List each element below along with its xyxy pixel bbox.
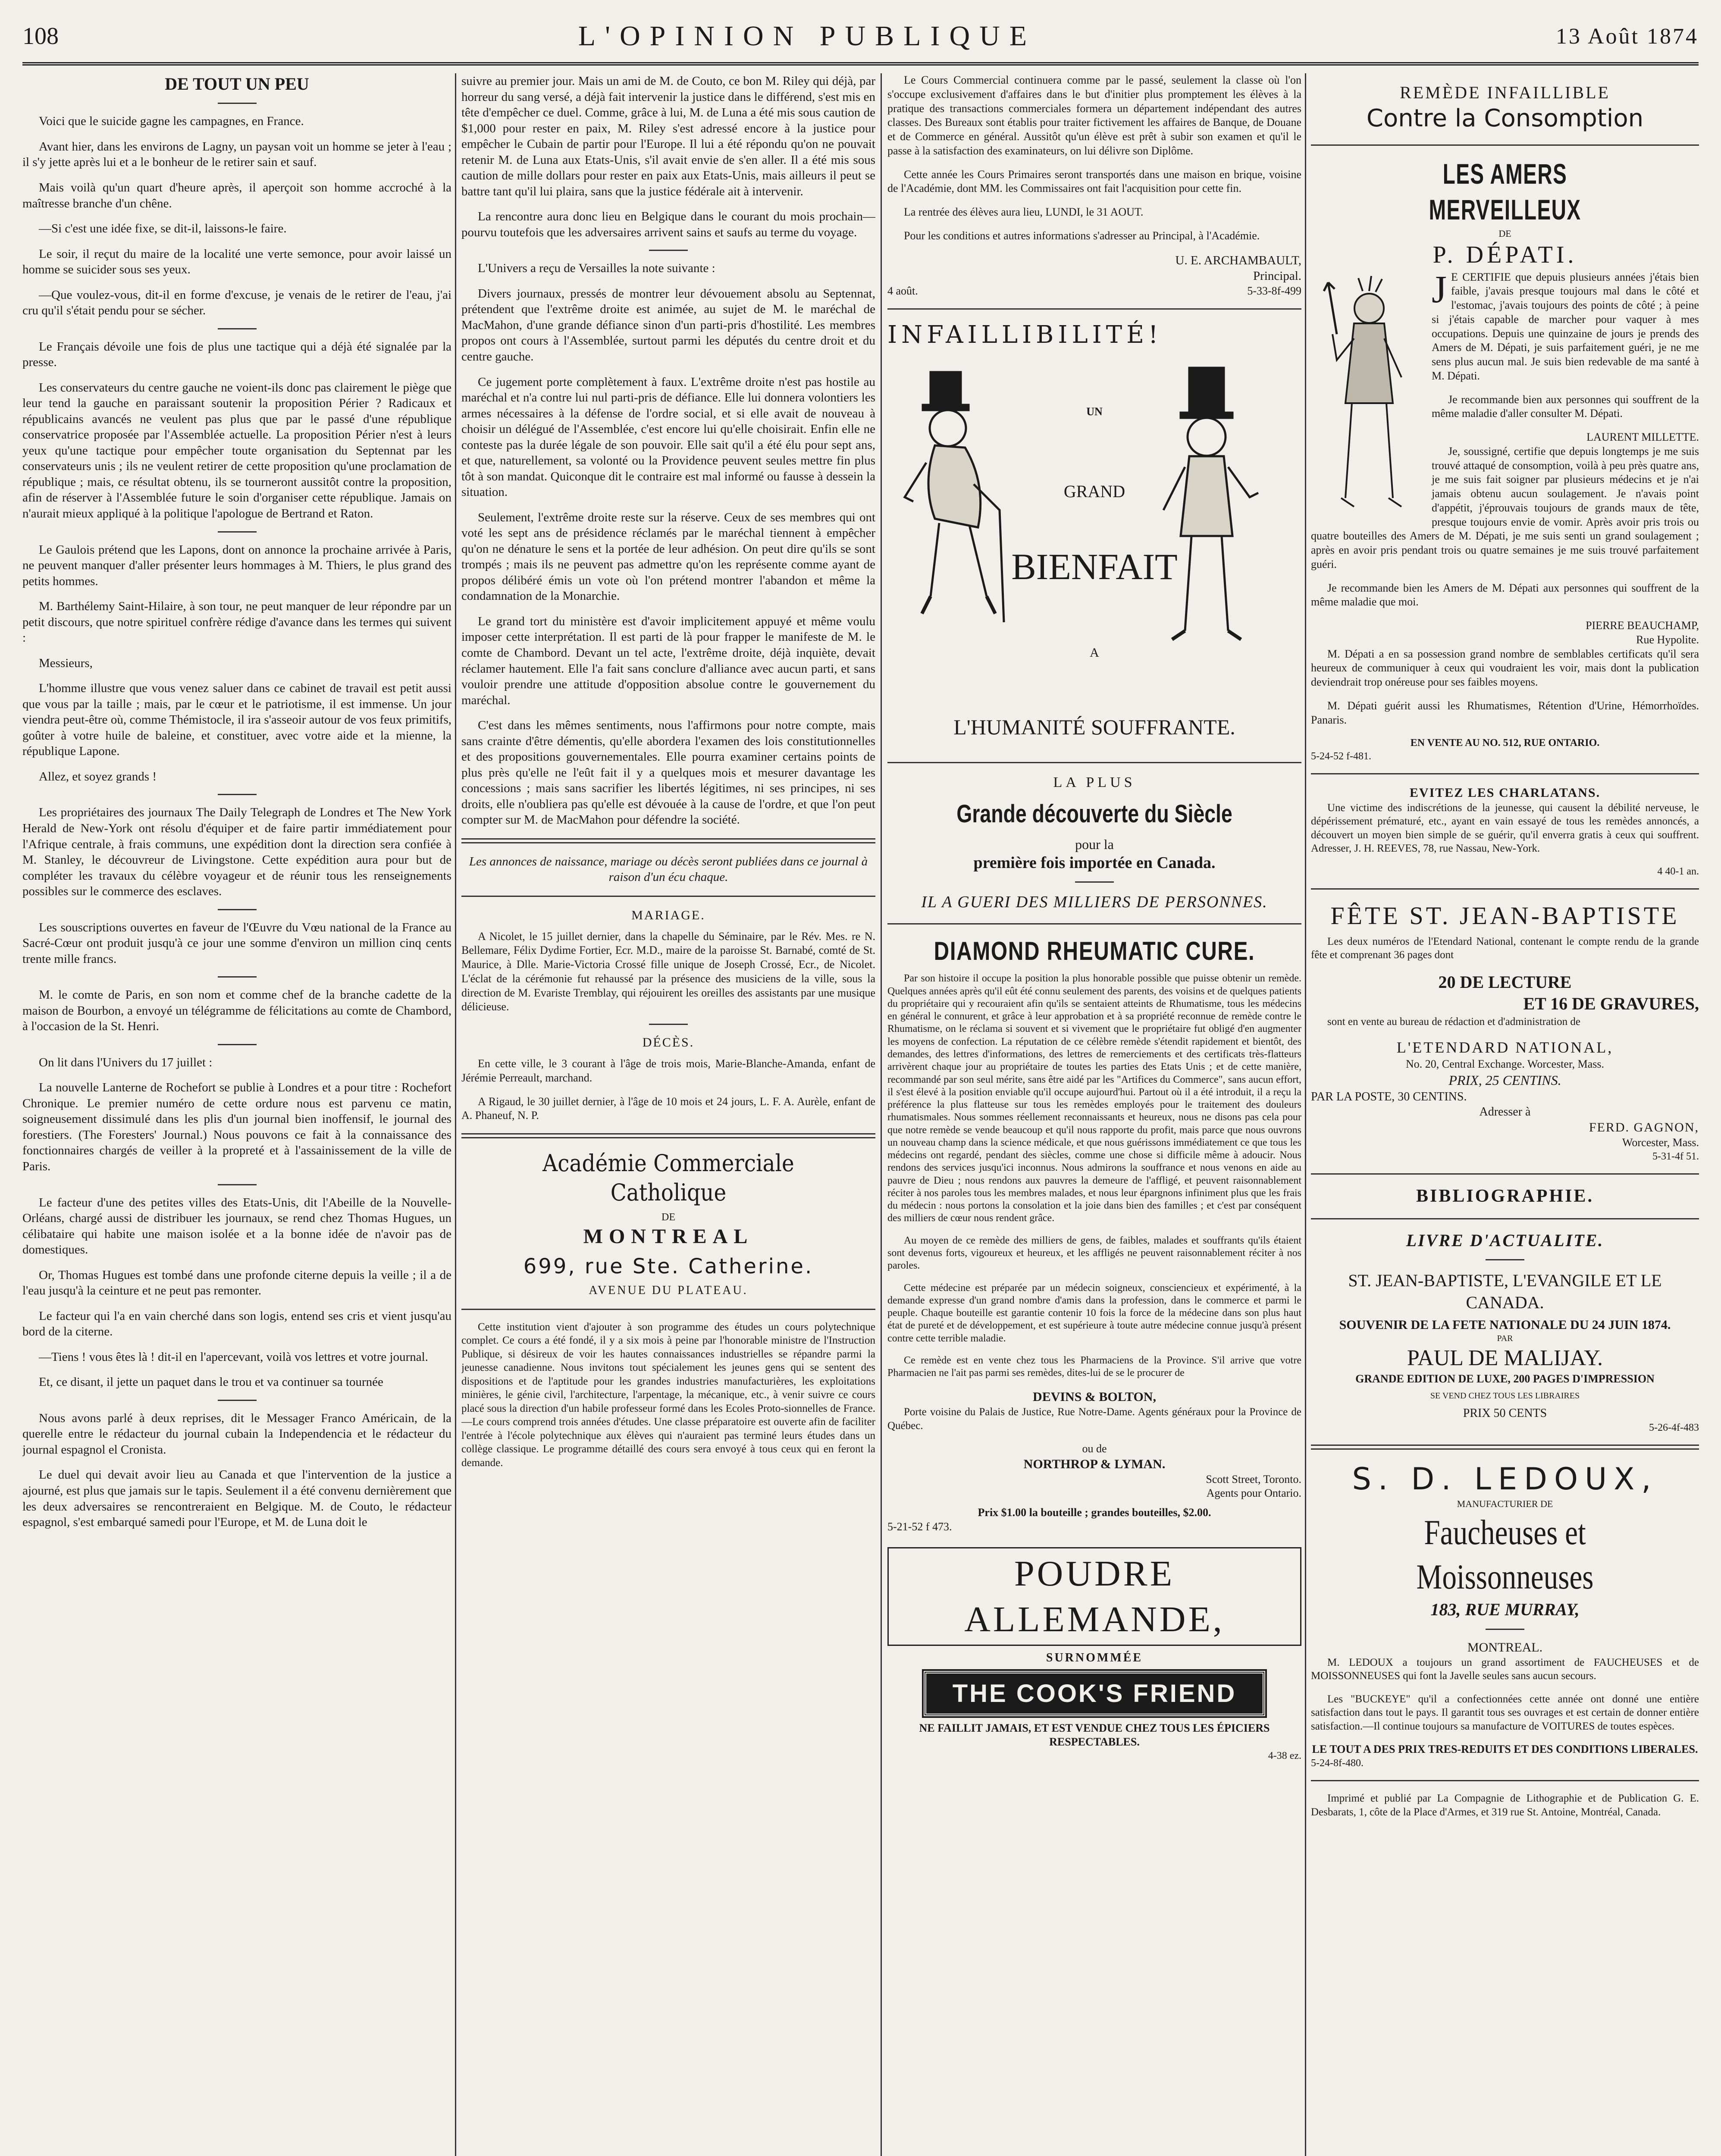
paragraph: A Rigaud, le 30 juillet dernier, à l'âge de 10 mois et 24 jours, L. F. A. Aurèle, enfant de A. Phaneuf, N. P. <box>461 1095 875 1122</box>
column-1 <box>22 73 451 2156</box>
separator <box>218 103 257 104</box>
pour-la: pour la <box>1075 836 1114 852</box>
livre-heading: LIVRE D'ACTUALITE. <box>1406 1230 1604 1250</box>
paragraph: Et, ce disant, il jette un paquet dans le trou et va continuer sa tournée <box>39 1375 383 1389</box>
issue-date: 13 Août 1874 <box>1555 24 1699 49</box>
signature-role: Principal. <box>1253 269 1301 283</box>
ad-code: 5-31-4f 51. <box>1652 1150 1699 1162</box>
word-grand: GRAND <box>1063 481 1125 501</box>
advert-illustration <box>887 355 1301 752</box>
paragraph: Divers journaux, pressés de montrer leur dévouement absolu au Septennat, prétendent que l'extrême droite est animée, au sujet de M. le maréchal de MacMahon, d'une grande défiance sinon d'un parti-pris d'hostilité. Les membres propos ont cours à l'Assemblée, surtout parmi les députés du centre droit et du centre gauche. <box>461 286 875 364</box>
ad-code: 5-24-52 f-481. <box>1311 750 1371 762</box>
ledoux-heading: S. D. LEDOUX, <box>1352 1461 1658 1497</box>
paragraph: M. Dépati a en sa possession grand nombre de semblables certificats qu'il sera heureux de communiquer à ceux qui voudraient les voir, mais dont la publication deviendrait trop onéreuse pour ses faibles moyens. <box>1311 647 1699 689</box>
paragraph: Le Cours Commercial continuera comme par le passé, seulement la classe où l'on s'occupe exclusivement d'affaires dans le but d'initier plus promptement les élèves à la pratique des transactions commerciales formera un département indépendant des autres classes. Des Bureaux sont établis pour traiter fictivement les affaires de Banque, de Douane et de Commerce en général. Aussitôt qu'un élève est prêt à subir son examen et qu'il le passe à la satisfaction des examinateurs, on lui délivre son Diplôme. <box>887 74 1301 157</box>
separator <box>1311 1218 1699 1219</box>
etendard-address: No. 20, Central Exchange. Worcester, Mass. <box>1406 1058 1604 1071</box>
word-a: A <box>1090 645 1099 660</box>
separator <box>218 531 257 533</box>
paragraph: Je, soussigné, certifie que depuis longtemps je me suis trouvé attaqué de consomption, voilà à peu près quatre ans, je me suis fait soigner par plusieurs médecins et je n'ai jamais obtenu aucun soulagement. Je n'avais point d'appétit, j'éprouvais toujours de grands maux de tête, presque toujours envie de vomir. Après avoir pris trois ou quatre bouteilles des Amers de M. Dépati, je me suis senti un grand soulagement ; après en avoir pris pendant trois ou quatre semaines je me suis trouvé parfaitement guéri. <box>1311 445 1699 570</box>
dropcap-j: J <box>1432 268 1447 311</box>
la-plus: LA PLUS <box>1053 774 1136 790</box>
paragraph: Je recommande bien aux personnes qui souffrent de la même maladie d'aller consulter M. Dépati. <box>1432 393 1699 420</box>
paragraph: Avant hier, dans les environs de Lagny, un paysan voit un homme se jeter à l'eau ; il s'y jette après lui et a le bonheur de le retirer sain et sauf. <box>22 139 451 169</box>
paragraph: Le soir, il reçut du maire de la localité une verte semonce, pour avoir laissé un homme se suicider sous ses yeux. <box>22 247 451 277</box>
northrop-address: Scott Street, Toronto. <box>1206 1473 1301 1485</box>
ad-code: 5-26-4f-483 <box>1649 1422 1699 1433</box>
ad-code: 4 40-1 an. <box>1657 865 1699 877</box>
par-poste: PAR LA POSTE, 30 CENTINS. <box>1311 1090 1467 1103</box>
separator <box>1486 1629 1524 1630</box>
academie-city: MONTREAL <box>583 1225 754 1248</box>
cooks-code: 4-38 ez. <box>1268 1750 1301 1762</box>
prix-25: PRIX, 25 CENTINS. <box>1448 1072 1561 1088</box>
separator <box>1311 1445 1699 1450</box>
paragraph: Le grand tort du ministère est d'avoir implicitement appuyé et même voulu imposer cette interprétation. Il est parti de là pour frapper le manifeste de M. le comte de Chambord. Devant un tel acte, l'extrême droite, déjà inquiète, devait réclamer hautement. Elle l'a fait sans conclure d'alliance avec aucun parti, et sans vouloir prendre une attitude d'opposition absolue contre le gouvernement du maréchal. <box>461 614 875 707</box>
lecture-count: 20 DE LECTURE <box>1438 972 1572 992</box>
column-3 <box>887 73 1301 2156</box>
depati-heading: P. DÉPATI. <box>1433 241 1577 268</box>
se-vend: SE VEND CHEZ TOUS LES LIBRAIRES <box>1430 1391 1580 1401</box>
paragraph: En cette ville, le 3 courant à l'âge de trois mois, Marie-Blanche-Amanda, enfant de Jérémie Perreault, marchand. <box>461 1057 875 1084</box>
separator <box>1311 1780 1699 1781</box>
ad-date: 4 août. <box>887 284 918 297</box>
section-heading-mariage: MARIAGE. <box>631 908 705 922</box>
bibliographie-heading: BIBLIOGRAPHIE. <box>1416 1186 1594 1206</box>
paragraph: Les deux numéros de l'Etendard National, contenant le compte rendu de la grande fête et comprenant 36 pages dont <box>1311 935 1699 961</box>
separator <box>218 794 257 795</box>
two-gentlemen-illustration <box>887 355 1301 752</box>
paragraph: —Si c'est une idée fixe, se dit-il, laissons-le faire. <box>39 222 287 236</box>
separator <box>218 1400 257 1401</box>
certificate-text: E CERTIFIE que depuis plusieurs années j'étais bien faible, j'avais presque toujours mal dans le côté et l'estomac, j'avais toujours des points de côté ; à peine si j'étais capable de marcher pour vaquer à mes occupations. Depuis une quinzaine de jours je prends des Amers de M. Dépati, je suis parfaitement guéri, je ne me sens plus aucun mal. Je suis bien redevable de ma santé à M. Dépati. <box>1432 270 1699 382</box>
paragraph: Les "BUCKEYE" qu'il a confectionnées cette année ont donné une entière satisfaction dans tout le pays. Il garantit tous ses ouvrages et est certain de donner entière satisfaction.—Il continue toujours sa manufacture de VOITURES de toutes espèces. <box>1311 1693 1699 1732</box>
paragraph: Le Gaulois prétend que les Lapons, dont on annonce la prochaine arrivée à Paris, ne peuvent manquer d'aller présenter leurs hommages à M. Thiers, le plus grand des petits hommes. <box>22 542 451 588</box>
cooks-footer: NE FAILLIT JAMAIS, ET EST VENDUE CHEZ TOUS LES ÉPICIERS RESPECTABLES. <box>919 1721 1270 1749</box>
paragraph: L'homme illustre que vous venez saluer dans ce cabinet de travail est petit aussi que vous par la taille ; mais, par le cœur et le patriotisme, il est immense. Un jour viendra peut-être où, comme Thémistocle, il ira s'asseoir autour de vos feux primitifs, goûter à votre huile de baleine, et constituer, avec votre aide et la mienne, la république Lapone. <box>22 681 451 758</box>
author-name: PAUL DE MALIJAY. <box>1407 1345 1603 1370</box>
paragraph: Cette médecine est préparée par un médecin soigneux, consciencieux et expérimenté, à la demande expresse d'un grand nombre d'amis dans la profession, dans le commerce et parmi le peuple. Chaque bouteille est garantie contenir 10 fois la force de la médecine dans son plus haut état de pureté et de développement, et est supérieure à toute autre médecine connue jusqu'à présent contre cette terrible maladie. <box>887 1282 1301 1344</box>
rue-hypolite: Rue Hypolite. <box>1636 633 1699 646</box>
separator <box>887 762 1301 763</box>
academie-avenue: AVENUE DU PLATEAU. <box>589 1284 748 1297</box>
tout-prix: LE TOUT A DES PRIX TRES-REDUITS ET DES CONDITIONS LIBERALES. <box>1312 1743 1698 1756</box>
prix-bouteille: Prix $1.00 la bouteille ; grandes bouteilles, $2.00. <box>978 1506 1211 1519</box>
book-title: ST. JEAN-BAPTISTE, L'EVANGILE ET LE CANADA. <box>1348 1271 1662 1312</box>
etendard-name: L'ETENDARD NATIONAL, <box>1396 1039 1614 1056</box>
column-rule <box>881 73 882 2156</box>
notice-text: Les annonces de naissance, mariage ou décès seront publiées dans ce journal à raison d'un écu chaque. <box>469 854 868 884</box>
word-bienfait: BIENFAIT <box>1011 545 1178 587</box>
paragraph: Cette institution vient d'ajouter à son programme des études un cours polytechnique complet. Ce cours a été fondé, il y a six mois à peine par l'honorable ministre de l'Instruction Publique, si désireux de voir les hautes connaissances industrielles se répandre parmi la jeunesse canadienne. Nous invitons tout spécialement les jeunes gens qui se sentent des dispositions et de l'aptitude pour les grandes industries manufacturières, les exploitations minières, le génie civil, l'architecture, l'arpentage, la mécanique, etc., à venir suivre ce cours placé sous la direction d'un habile professeur formé dans les Ecoles Proto-sionnelles de France.—Le cours comprend trois années d'études. Une classe préparatoire est ouverte afin de faciliter l'entrée à l'école polytechnique aux élèves qui n'auraient pas terminé leurs études dans un collège classique. Le programme détaillé des cours sera envoyé à tous ceux qui en feront la demande. <box>461 1321 875 1469</box>
paragraph: A Nicolet, le 15 juillet dernier, dans la chapelle du Séminaire, par le Rév. Mes. re N. Bellemare, Félix Dydime Fortier, Ecr. M.D., maire de la paroisse St. Barnabé, comté de St. Maurice, à Dlle. Marie-Victoria Crossé fille unique de Joseph Crossé, Ecr., de Nicolet. L'éclat de la cérémonie fut rehaussé par la présence des musiciens de la ville, sous la direction de M. Evariste Tremblay, qui réjouirent les oreilles des assistants par une musique délicieuse. <box>461 930 875 1013</box>
ou-de: ou de <box>1082 1442 1107 1455</box>
paragraph: Le facteur qui l'a en vain cherché dans son logis, entend ses cris et vient jusqu'au bord de la citerne. <box>22 1309 451 1339</box>
rue-murray: 183, RUE MURRAY, <box>1430 1600 1580 1620</box>
separator <box>461 1133 875 1138</box>
separator <box>649 1024 688 1025</box>
separator <box>218 909 257 910</box>
separator <box>1311 144 1699 146</box>
paragraph: Par son histoire il occupe la position la plus honorable possible que puisse obtenir un remède. Quelques années après qu'il eût été connu seulement des parents, des voisins et de quelques patients du propriétaire qui y recouraient afin qu'ils se sentaient atteints de Rhumatisme, tous les médecins en général le connurent, et grâce à leur approbation et à sa propriété reconnue de remède contre le Rhumatisme, on le réclama si souvent et si vivement que le propriétaire fut obligé d'en augmenter les moyens de confection. La réputation de ce célèbre remède s'étendit rapidement et bientôt, des demandes, des lettres d'informations, des lettres de remerciements et des certificats très-flatteurs arrivèrent chaque jour au propriétaire de toutes les parties des Etats Unis ; et de cette manière, recommandé par son seul mérite, sans être aidé par les "Artifices du Commerce", sans aucun effort, il s'est élevé à la position enviable qu'il occupe aujourd'hui. Partout où il a été introduit, il a reçu la préférence la plus flatteuse sur tous les remèdes employés pour le traitement des douleurs rhumatismales. Nous sommes réellement reconnaissants et heureux, nous ne disons pas cela pour que notre remède se vende beaucoup et qu'il nous rapporte du profit, mais parce que nous ouvrons un nouveau champ dans la science médicale, et que nous guérissons immédiatement ce que tous les médecins ont regardé, pendant des siècles, comme une chose si difficile même à adoucir. Nous rendons des services jusqu'ici inconnus. Nous admirons la souffrance et nous venons en aide au pauvre de Dieu ; nous rendons aux pauvres la demeure de l'affligé, et peuvent raisonnablement réciter à nos paroles tous les membres malades, et nous leur épargnons infiniment plus que les frais du médecin : nous portons la consolation et la joie dans bien des familles ; et c'est par conséquent des milliers de cœur nous rendent grâce. <box>887 973 1301 1224</box>
paragraph: Mais voilà qu'un quart d'heure après, il aperçoit son homme accroché à la maîtresse branche d'un chêne. <box>22 180 451 210</box>
edition: GRANDE EDITION DE LUXE, 200 PAGES D'IMPRESSION <box>1355 1373 1655 1385</box>
section-heading-deces: DÉCÈS. <box>642 1035 695 1050</box>
page-number: 108 <box>22 23 59 50</box>
a-gueri: IL A GUERI DES MILLIERS DE PERSONNES. <box>921 893 1268 911</box>
consomption-heading: Contre la Consomption <box>1366 104 1644 133</box>
separator <box>461 1309 875 1310</box>
adresser: Adresser à <box>1479 1105 1531 1119</box>
remede-heading: REMÈDE INFAILLIBLE <box>1400 83 1610 102</box>
paragraph: sont en vente au bureau de rédaction et d'administration de <box>1327 1015 1580 1028</box>
column-4 <box>1311 73 1699 2156</box>
gravures-count: ET 16 DE GRAVURES, <box>1523 994 1699 1014</box>
word-un: UN <box>1086 405 1103 418</box>
en-vente: EN VENTE AU NO. 512, RUE ONTARIO. <box>1410 737 1600 749</box>
separator <box>649 250 688 251</box>
paragraph: Porte voisine du Palais de Justice, Rue Notre-Dame. Agents généraux pour la Province de Québec. <box>887 1406 1301 1432</box>
separator <box>887 308 1301 310</box>
separator <box>461 896 875 897</box>
separator <box>1486 1259 1524 1260</box>
prix-code: 5-21-52 f 473. <box>887 1520 952 1533</box>
separator <box>218 976 257 978</box>
separator <box>218 328 257 329</box>
par-label: PAR <box>1497 1333 1513 1343</box>
charlatans-heading: EVITEZ LES CHARLATANS. <box>1409 785 1601 800</box>
academie-address: 699, rue Ste. Catherine. <box>523 1254 814 1279</box>
worcester: Worcester, Mass. <box>1622 1136 1699 1149</box>
paragraph: La nouvelle Lanterne de Rochefort se publie à Londres et a pour titre : Rochefort Chronique. Le premier numéro de cette ordure nous est parvenu ce matin, soigneusement dissimulé dans les plis d'un journal bien inoffensif, le journal des forestiers. (The Foresters' Journal.) Nous pouvons ce fait à la connaissance des fonctionnaires chargés de veiller à la propreté et à l'assainissement de la ville de Paris. <box>22 1081 451 1174</box>
paragraph: C'est dans les mêmes sentiments, nous l'affirmons pour notre compte, mais sans crainte d'être démentis, qu'elle abordera l'examen des lois constitutionnelles et des propositions gouvernementales. Elle pourra examiner certains points de plus près qu'elle ne l'eût fait il y a quelques mois et mesurer davantage les concessions ; mais sans sacrifier les libertés légitimes, ni ses principes, ni ses droits, elle n'oubliera pas qu'elle est dévouée à la cause de l'ordre, et que l'on peut compter sur M. de MacMahon pour défendre la société. <box>461 718 875 827</box>
northrop-lyman: NORTHROP & LYMAN. <box>1023 1457 1166 1471</box>
paragraph: Le duel qui devait avoir lieu au Canada et que l'intervention de la justice a ajourné, est plus que jamais sur le tapis. Seulement il a été convenu dernièrement que les deux adversaires se rencontreraient en Belgique. M. de Couto, le rédacteur espagnol, s'est embarqué samedi pour l'Europe, et M. de Luna doit le <box>22 1468 451 1529</box>
separator <box>887 923 1301 924</box>
paragraph: Messieurs, <box>39 656 93 670</box>
paragraph: Les conservateurs du centre gauche ne voient-ils donc pas clairement le piège que leur tend la gauche en paraissant soutenir la proposition Périer ? Radicaux et républicains avancés ne veulent pas plus que par le passé d'une république conservatrice proposée par l'Assemblée actuelle. La proposition Périer n'est à leurs yeux qu'une tactique pour empêcher toute organisation du Septennat par les conservateurs unis ; ils ne veulent retirer de cette proposition qu'une proclamation de république ; mais, ce résultat obtenu, ils se tourneront aussitôt contre la proposition, afin de réserver à l'Assemblée future le soin d'organiser cette république. Jamais on n'aurait mieux appliqué à la politique l'apologue de Bertrand et Raton. <box>22 380 451 521</box>
premiere-fois: première fois importée en Canada. <box>973 854 1216 872</box>
paragraph: Les propriétaires des journaux The Daily Telegraph de Londres et The New York Herald de New-York ont résolu d'équiper et de faire partir immédiatement pour l'Afrique centrale, à frais communs, une expédition dont la direction sera confiée à M. Stanley, le découvreur de Livingstone. Cette expédition aura pour but de compléter les travaux du célèbre voyageur et de réunir tous les renseignements possibles sur le commerce des esclaves. <box>22 805 451 899</box>
paragraph: suivre au premier jour. Mais un ami de M. de Couto, ce bon M. Riley qui déjà, par horreur du sang versé, a déjà fait intervenir la justice dans le différend, s'est mis en tête d'empêcher ce duel. Comme, grâce à lui, M. de Luna a été mis sous caution de $1,000 pour rester en paix, M. Riley s'est adressé encore à la justice pour empêcher le Cubain de partir pour l'Europe. Il lui a été répondu qu'on ne pouvait retenir M. de Luna aux Etats-Unis, s'il avait envie de s'en aller. Il a été mis sous caution de mille dollars pour rester en paix aux Etats-Unis, mais ailleurs il peut se battre tant qu'il lui plaira, sans que la justice fédérale ait à intervenir. <box>461 74 875 198</box>
grande-decouverte: Grande découverte du Siècle <box>956 799 1232 828</box>
ad-code: 5-33-8f-499 <box>1247 284 1301 297</box>
paragraph: Le facteur d'une des petites villes des Etats-Unis, dit l'Abeille de la Nouvelle-Orléans, chargé aussi de distribuer les journaux, se rend chez Thomas Hugues, un célibataire qui habite une maison isolée et a la bonne idée de n'avoir pas de domestiques. <box>22 1195 451 1257</box>
separator <box>1075 881 1114 883</box>
paragraph: Cette année les Cours Primaires seront transportés dans une maison en brique, voisine de l'Académie, dont MM. les Commissaires ont fait l'acquisition pour cette fin. <box>887 168 1301 195</box>
column-rule <box>455 73 456 2156</box>
paragraph: M. Dépati guérit aussi les Rhumatismes, Rétention d'Urine, Hémorrhoïdes. Panaris. <box>1311 699 1699 726</box>
separator <box>218 1184 257 1185</box>
diamond-rheumatic-cure: DIAMOND RHEUMATIC CURE. <box>934 936 1255 965</box>
paragraph: Les souscriptions ouvertes en faveur de l'Œuvre du Vœu national de la France au Sacré-Cœur ont produit jusqu'à ce jour une somme d'environ un million cinq cents trente mille francs. <box>22 920 451 966</box>
gagnon-name: FERD. GAGNON, <box>1589 1120 1699 1135</box>
paragraph: Au moyen de ce remède des milliers de gens, de faibles, malades et souffrants qu'ils étaient sont devenus forts, vigoureux et heureux, et les affligés ne peuvent raisonnablement réciter à nos paroles. <box>887 1235 1301 1272</box>
fete-heading: FÊTE ST. JEAN-BAPTISTE <box>1330 901 1680 930</box>
paragraph: M. Barthélemy Saint-Hilaire, à son tour, ne peut manquer de leur répondre par un petit discours, que notre spirituel confrère rédige d'avance dans les termes qui suivent : <box>22 599 451 645</box>
column-2 <box>461 73 875 2156</box>
signature-beauchamp: PIERRE BEAUCHAMP, <box>1586 619 1699 632</box>
paragraph: Nous avons parlé à deux reprises, dit le Messager Franco Américain, de la querelle entre le rédacteur du journal cubain la Independencia et le rédacteur du journal espagnol el Cronista. <box>22 1411 451 1457</box>
paragraph: La rentrée des élèves aura lieu, LUNDI, le 31 AOUT. <box>904 206 1144 218</box>
newspaper-title: L'OPINION PUBLIQUE <box>578 20 1037 52</box>
ad-code: 5-24-8f-480. <box>1311 1757 1364 1769</box>
paragraph: M. le comte de Paris, en son nom et comme chef de la branche cadette de la maison de Bourbon, a envoyé un télégramme de félicitations au comte de Chambord, à l'occasion de la St. Henri. <box>22 988 451 1034</box>
agents-ontario: Agents pour Ontario. <box>1206 1487 1301 1500</box>
paragraph: —Tiens ! vous êtes là ! dit-il en l'apercevant, voilà vos lettres et votre journal. <box>39 1350 428 1364</box>
cooks-friend-banner: THE COOK'S FRIEND <box>924 1671 1265 1716</box>
paragraph: —Que voulez-vous, dit-il en forme d'excuse, je venais de le retirer de l'eau, j'ai cru qu'il s'était pendu pour se sécher. <box>22 288 451 318</box>
paragraph: Le Français dévoile une fois de plus une tactique qui a déjà été signalée par la presse. <box>22 339 451 370</box>
separator <box>1311 888 1699 890</box>
separator <box>461 838 875 843</box>
manufacturier: MANUFACTURIER DE <box>1457 1498 1553 1510</box>
faucheuses-heading: Faucheuses et Moissonneuses <box>1416 1512 1594 1597</box>
signature: U. E. ARCHAMBAULT, <box>1175 253 1301 267</box>
paragraph: Une victime des indiscrétions de la jeunesse, qui causent la débilité nerveuse, le dépérissement prématuré, etc., ayant en vain essayé de tous les remèdes annoncés, a découvert un moyen bien simple de se guérir, qu'il enverra gratis à ceux qui souffrent. Adresser, J. H. REEVES, 78, rue Nassau, New-York. <box>1311 802 1699 855</box>
separator <box>1311 773 1699 774</box>
amers-heading: LES AMERS MERVEILLEUX <box>1429 157 1581 226</box>
poudre-allemande: POUDRE ALLEMANDE, <box>887 1547 1301 1646</box>
paragraph: L'Univers a reçu de Versailles la note suivante : <box>478 261 715 276</box>
academie-de: DE <box>661 1212 675 1223</box>
paragraph: Pour les conditions et autres informations s'adresser au Principal, à l'Académie. <box>904 229 1260 242</box>
paragraph: Ce remède est en vente chez tous les Pharmaciens de la Province. S'il arrive que votre Pharmacien ne l'ait pas parmi ses remèdes, dites-lui de se le procurer de <box>887 1354 1301 1379</box>
paragraph: Je recommande bien les Amers de M. Dépati aux personnes qui souffrent de la même maladie que moi. <box>1311 581 1699 608</box>
surnommee: SURNOMMÉE <box>1046 1651 1143 1665</box>
paragraph: Voici que le suicide gagne les campagnes, en France. <box>39 114 304 128</box>
prix-50: PRIX 50 CENTS <box>1463 1407 1547 1420</box>
masthead <box>22 10 1699 66</box>
infaillibilite-heading: INFAILLIBILITÉ! <box>887 321 1163 349</box>
paragraph: M. LEDOUX a toujours un grand assortiment de FAUCHEUSES et de MOISSONNEUSES qui font la Javelle seules sans aucun secours. <box>1311 1656 1699 1682</box>
academie-title: Académie Commerciale Catholique <box>542 1150 794 1206</box>
de-label: DE <box>1498 228 1511 239</box>
paragraph: La rencontre aura donc lieu en Belgique dans le courant du mois prochain—pourvu toutefois que les adversaires arrivent sains et saufs au terme du voyage. <box>461 210 875 239</box>
separator <box>1311 1173 1699 1175</box>
devins-bolton: DEVINS & BOLTON, <box>1033 1390 1156 1404</box>
paragraph: Allez, et soyez grands ! <box>39 769 157 783</box>
native-figure-illustration <box>1311 274 1423 515</box>
paragraph: Seulement, l'extrême droite reste sur la réserve. Ceux de ses membres qui ont voté les sept ans de présidence réclamés par le maréchal tiennent à empêcher qu'on ne dénature le sens et la portée de leur adhésion. On peut dire qu'ils se sont trompés ; mais ils ne peuvent pas admettre qu'on les représente comme ayant de propos délibéré émis un vote où l'on prétend montrer l'abandon et même la condamnation de la Monarchie. <box>461 510 875 603</box>
souvenir: SOUVENIR DE LA FETE NATIONALE DU 24 JUIN 1874. <box>1339 1317 1671 1332</box>
word-humanite: L'HUMANITÉ SOUFFRANTE. <box>953 714 1235 739</box>
section-heading: DE TOUT UN PEU <box>165 74 309 94</box>
montreal: MONTREAL. <box>1467 1640 1543 1655</box>
separator <box>218 1044 257 1045</box>
column-rule <box>1305 73 1306 2156</box>
imprint: Imprimé et publié par La Compagnie de Lithographie et de Publication G. E. Desbarats, 1, côte de la Place d'Armes, et 319 rue St. Antoine, Montréal, Canada. <box>1311 1792 1699 1818</box>
paragraph: Or, Thomas Hugues est tombé dans une profonde citerne depuis la veille ; il a de l'eau jusqu'à la ceinture et ne peut pas remonter. <box>22 1268 451 1298</box>
paragraph: On lit dans l'Univers du 17 juillet : <box>39 1055 213 1069</box>
paragraph: Ce jugement porte complètement à faux. L'extrême droite n'est pas hostile au maréchal et n'a contre lui nul parti-pris de défiance. Elle lui donnera volontiers les armes nécessaires à la défense de l'ordre social, et si elle avait de nouveau à choisir un délégué de l'Assemblée, c'est encore lui qu'elle choisirait. Enfin elle ne conteste pas la durée légale de son pouvoir. Elle sait qu'il a été élu pour sept ans, et que, naturellement, sa volonté ou la Providence peuvent seules mettre fin plus tôt à son mandat. Quiconque dit le contraire est mal informé ou fausse à dessein la situation. <box>461 375 875 499</box>
signature-millette: LAURENT MILLETTE. <box>1586 431 1699 444</box>
